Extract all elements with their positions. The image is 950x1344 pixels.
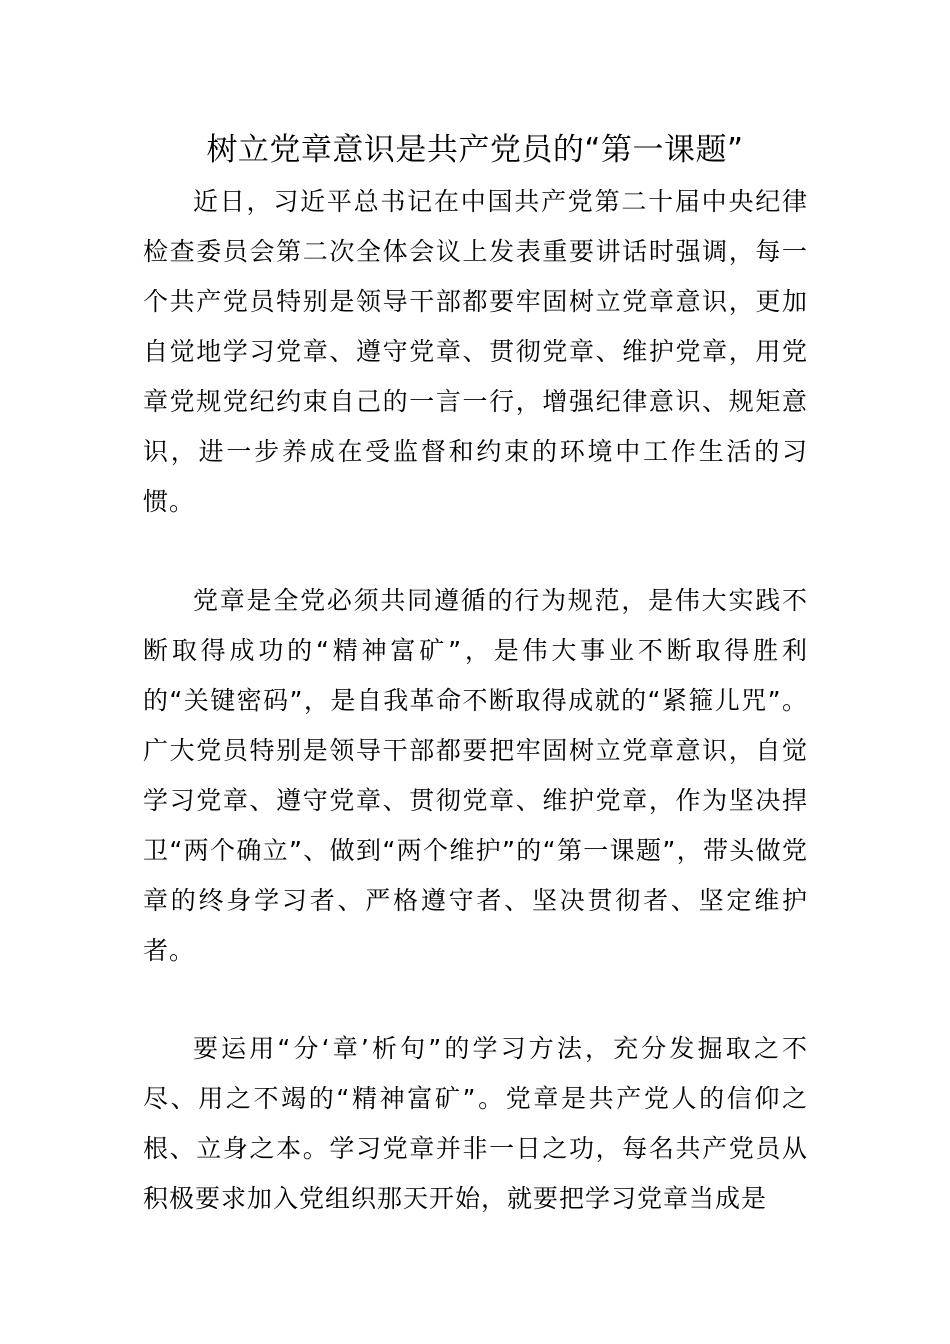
paragraph-3: 要运用“分‘章’析句”的学习方法，充分发掘取之不尽、用之不竭的“精神富矿”。党章是共产党人的信仰之根、立身之本。学习党章并非一日之功，每名共产党员从积极要求加入党组织那天开始，就要把学习党章当成是 [143,1034,808,1213]
paragraph-2: 党章是全党必须共同遵循的行为规范，是伟大实践不断取得成功的“精神富矿”，是伟大事业不断取得胜利的“关键密码”，是自我革命不断取得成就的“紧箍儿咒”。广大党员特别是领导干部都要把牢固树立党章意识，自觉学习党章、遵守党章、贯彻党章、维护党章，作为坚决捍卫“两个确立”、做到“两个维护”的“第一课题”，带头做党章的终身学习者、严格遵守者、坚决贯彻者、坚定维护者。 [143,586,808,965]
paragraph-1: 近日，习近平总书记在中国共产党第二十届中央纪律检查委员会第二次全体会议上发表重要讲话时强调，每一个共产党员特别是领导干部都要牢固树立党章意识，更加自觉地学习党章、遵守党章、贯彻党章、维护党章，用党章党规党纪约束自己的一言一行，增强纪律意识、规矩意识，进一步养成在受监督和约束的环境中工作生活的习惯。 [143,187,808,516]
document-title: 树立党章意识是共产党员的“第一课题” [206,132,744,168]
